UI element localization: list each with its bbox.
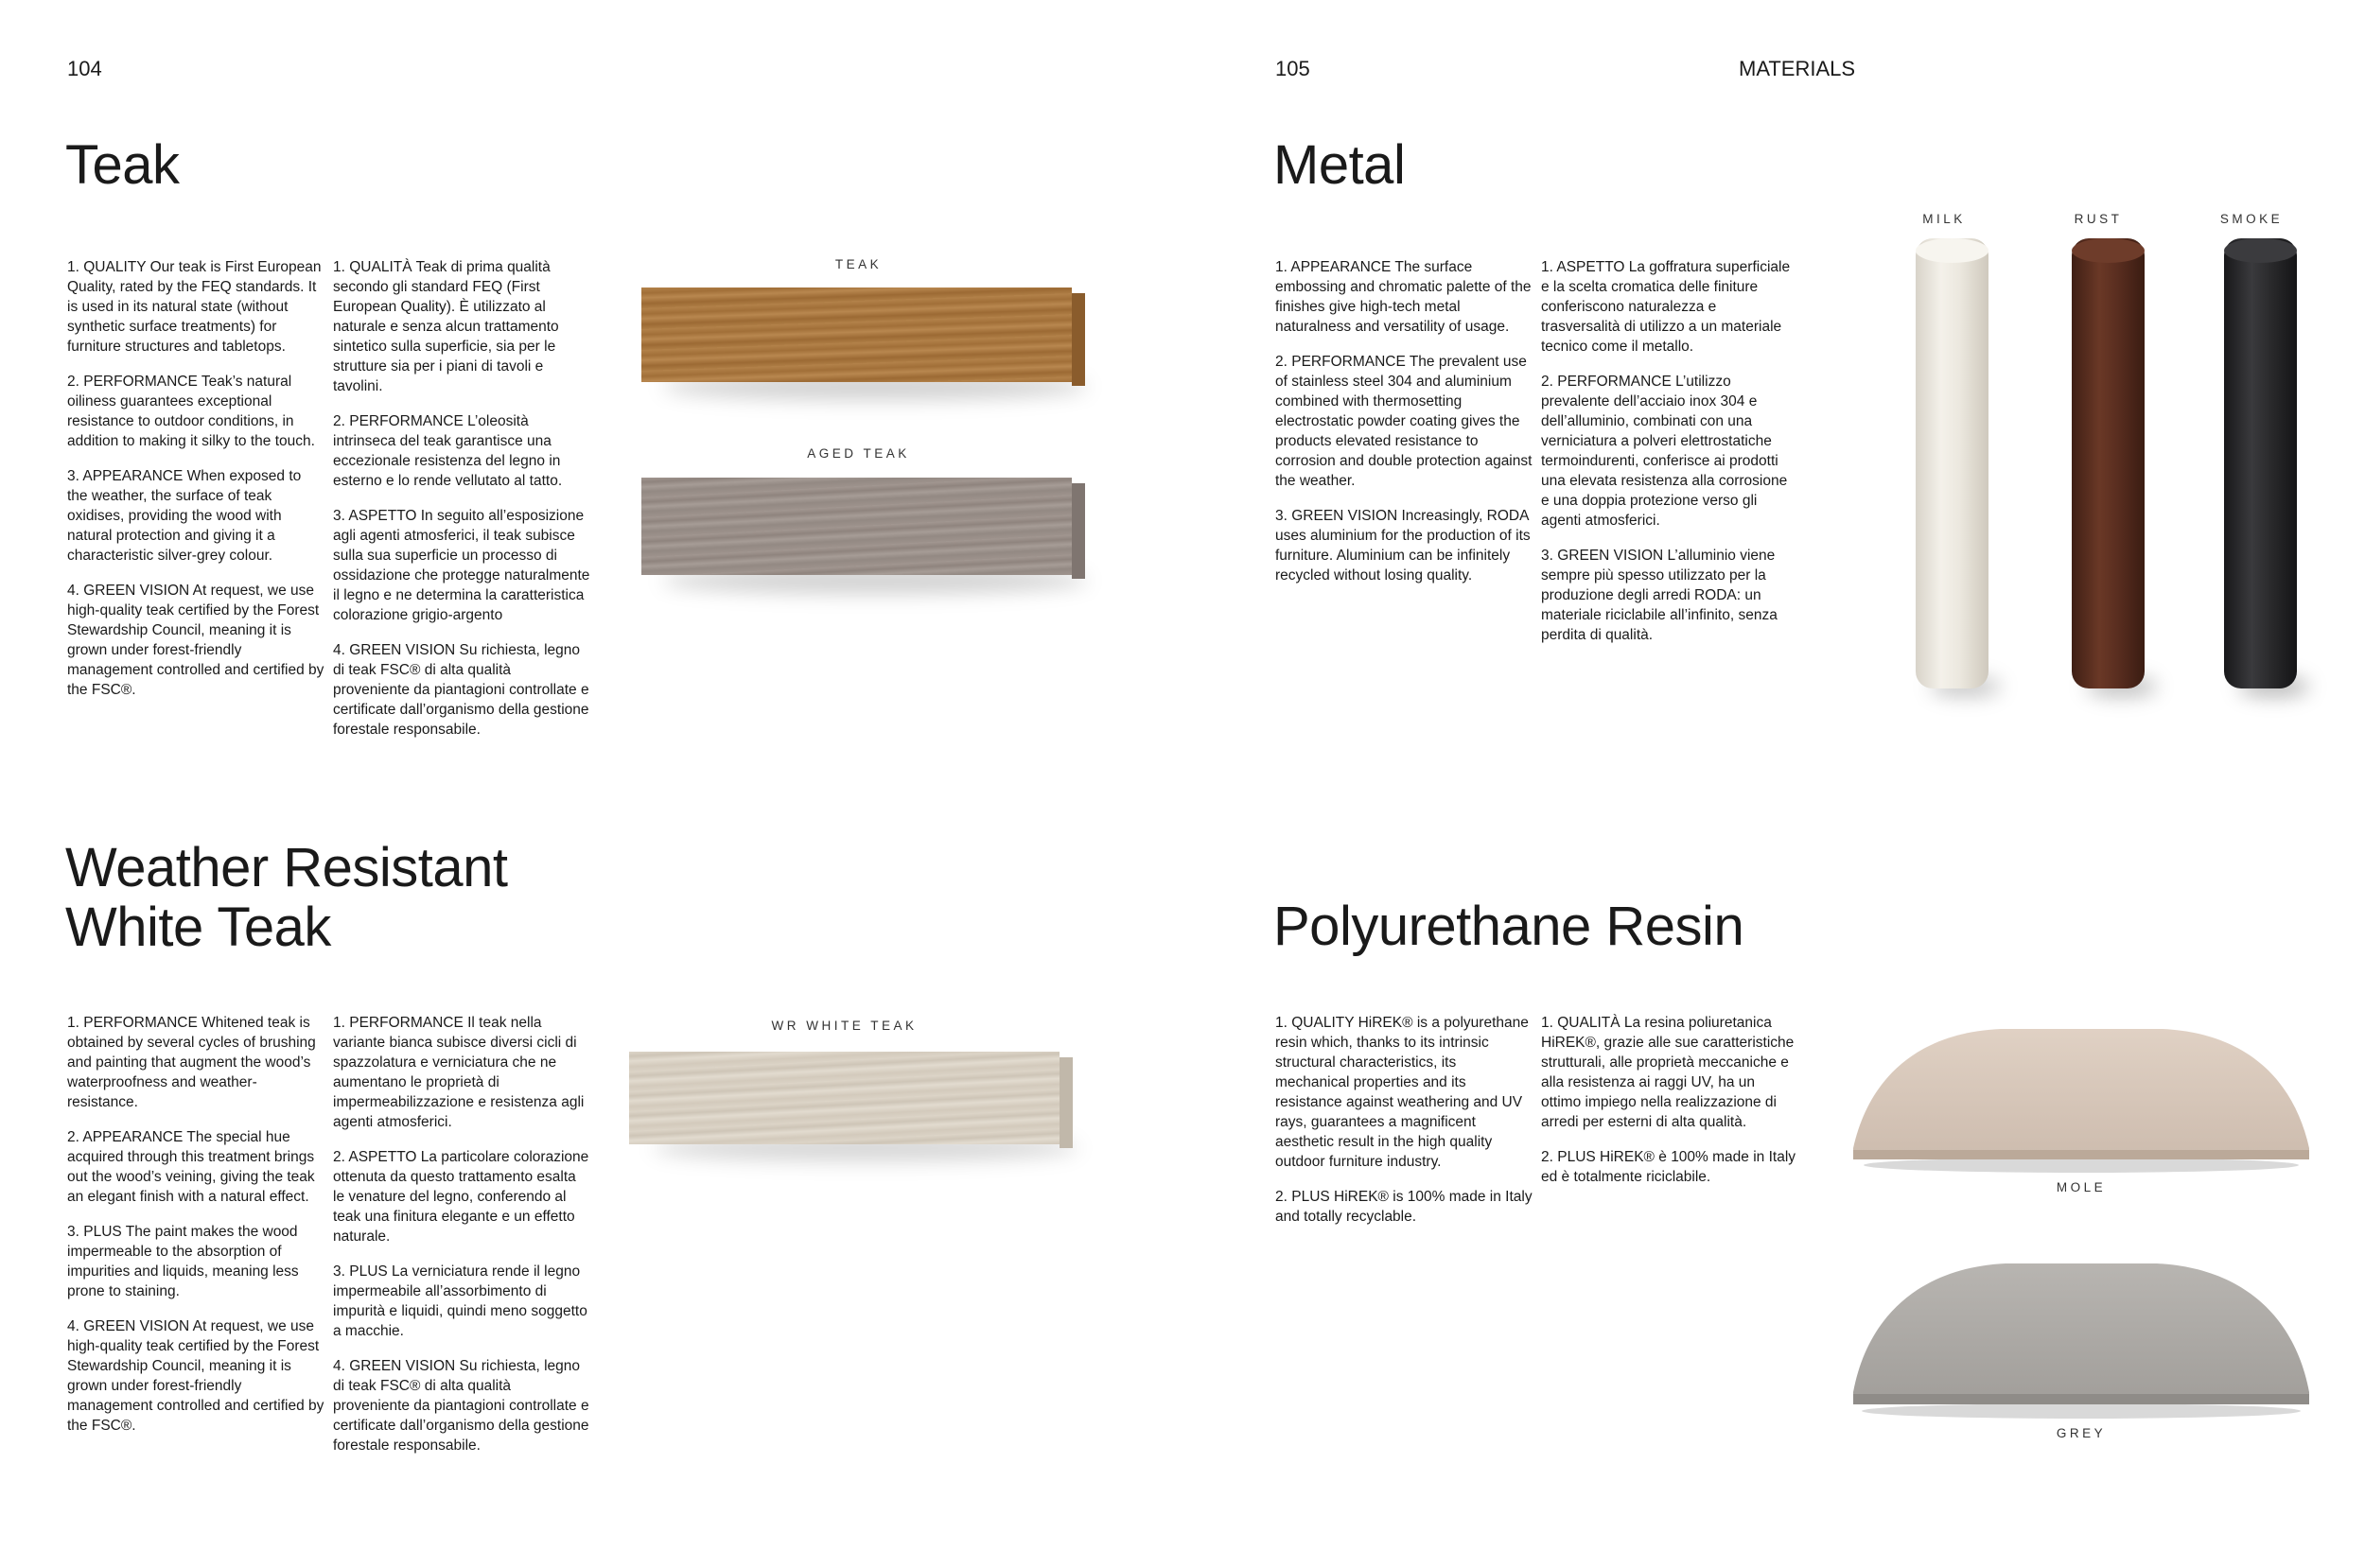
paragraph: 2. PERFORMANCE The prevalent use of stainless steel 304 and aluminium combined with thermosetting electrostatic powder coating gives the products elevated resistance to corrosion and double protection against the weather. [1275,354,1533,489]
paragraph: 2. PLUS HiREK® è 100% made in Italy ed è totalmente riciclabile. [1541,1149,1796,1185]
swatch-teak [641,287,1072,382]
paragraph: 2. PERFORMANCE L’utilizzo prevalente dell’acciaio inox 304 e dell’alluminio, combinati con una verniciatura a polveri elettrostatiche termoindurenti, conferisce ai prodotti una elevata resistenza alla corrosione e una doppia protezione verso gli agenti atmosferici. [1541,374,1788,529]
resin-italian-text [1541,1013,1798,1202]
swatch-label-rust: RUST [2074,212,2123,226]
section-header: MATERIALS [1739,57,1856,80]
section-title-teak: Teak [65,134,180,196]
paragraph: 1. QUALITY HiREK® is a polyurethane resin which, thanks to its intrinsic structural characteristics, its mechanical properties and its resistance against weathering and UV rays, guarantees a magnificent aesthetic result in the high quality outdoor furniture industry. [1275,1015,1529,1170]
metal-italian-text [1541,257,1798,660]
paragraph: 1. QUALITÀ La resina poliuretanica HiREK®, grazie alle sue caratteristiche strutturali, alle proprietà meccaniche e alla resistenza ai raggi UV, ha un ottimo impiego nella realizzazione di arredi per esterni di alta qualità. [1541,1015,1795,1130]
teak-english-text [67,257,324,715]
swatch-label-aged-teak: AGED TEAK [807,446,910,461]
swatch-grey [1849,1260,2313,1416]
paragraph: 2. ASPETTO La particolare colorazione ottenuta da questo trattamento esalta le venature del legno, conferendo al teak una finitura elegante e un effetto naturale. [333,1149,589,1245]
swatch-label-smoke: SMOKE [2219,212,2284,226]
wr-white-teak-italian-text [333,1013,590,1471]
swatch-label-wr-white-teak: WR WHITE TEAK [771,1019,918,1033]
paragraph: 2. PERFORMANCE L’oleosità intrinseca del teak garantisce una eccezionale resistenza del legno in esterno e lo rende vellutato al tatto. [333,413,563,489]
paragraph: 2. PERFORMANCE Teak’s natural oiliness guarantees exceptional resistance to outdoor conditions, in addition to making it silky to the touch. [67,374,315,449]
title-line: Weather Resistant [65,837,508,898]
swatch-milk [1916,238,1988,688]
swatch-wr-white-teak [629,1052,1060,1144]
paragraph: 1. ASPETTO La goffratura superficiale e la scelta cromatica delle finiture conferiscono naturalezza e trasversalità di utilizzo a un materiale tecnico come il metallo. [1541,259,1791,355]
swatch-aged-teak [641,478,1072,575]
paragraph: 4. GREEN VISION Su richiesta, legno di teak FSC® di alta qualità proveniente da piantagioni controllate e certificate dall’organismo della gestione forestale responsabile. [333,1358,589,1454]
swatch-label-milk: MILK [1922,212,1966,226]
paragraph: 1. PERFORMANCE Il teak nella variante bianca subisce diversi cicli di spazzolatura e verniciatura che ne aumentano le proprietà di impermeabilizzazione e resistenza agli agenti atmosferici. [333,1015,585,1130]
section-title-polyurethane-resin: Polyurethane Resin [1273,896,1744,957]
swatch-smoke [2224,238,2297,688]
wr-white-teak-english-text [67,1013,324,1451]
paragraph: 4. GREEN VISION Su richiesta, legno di teak FSC® di alta qualità proveniente da piantagioni controllate e certificate dall’organismo della gestione forestale responsabile. [333,642,589,738]
paragraph: 3. GREEN VISION L’alluminio viene sempre più spesso utilizzato per la produzione degli arredi RODA: un materiale riciclabile all’infinito, senza perdita di qualità. [1541,548,1778,643]
section-title-wr-white-teak [65,838,508,957]
swatch-label-mole: MOLE [2056,1180,2107,1194]
paragraph: 3. PLUS The paint makes the wood impermeable to the absorption of impurities and liquids, meaning less prone to staining. [67,1224,299,1299]
swatch-mole [1849,1023,2313,1170]
teak-italian-text [333,257,590,755]
paragraph: 3. ASPETTO In seguito all’esposizione agli agenti atmosferici, il teak subisce sulla sua superficie un processo di ossidazione che protegge naturalmente il legno e ne determina la caratteristica colorazione grigio-argento [333,508,590,623]
swatch-rust [2072,238,2145,688]
paragraph: 2. APPEARANCE The special hue acquired through this treatment brings out the wood’s veining, giving the teak an elegant finish with a natural effect. [67,1129,315,1205]
paragraph: 4. GREEN VISION At request, we use high-quality teak certified by the Forest Stewardship Council, meaning it is grown under forest-friendly management controlled and certified by the FSC®. [67,583,324,698]
section-title-metal: Metal [1273,134,1406,196]
page-number-left: 104 [67,57,102,80]
paragraph: 3. PLUS La verniciatura rende il legno impermeabile all’assorbimento di impurità e liquidi, quindi meno soggetto a macchie. [333,1263,587,1339]
paragraph: 1. PERFORMANCE Whitened teak is obtained by several cycles of brushing and painting that augment the wood’s waterproofness and weather-resistance. [67,1015,316,1110]
swatch-label-teak: TEAK [834,257,883,271]
paragraph: 3. APPEARANCE When exposed to the weather, the surface of teak oxidises, providing the wood with natural protection and giving it a characteristic silver-grey colour. [67,468,302,564]
paragraph: 3. GREEN VISION Increasingly, RODA uses aluminium for the production of its furniture. Aluminium can be infinitely recycled without losing quality. [1275,508,1531,584]
paragraph: 1. QUALITÀ Teak di prima qualità secondo gli standard FEQ (First European Quality). È utilizzato al naturale e senza alcun trattamento sintetico sulla superficie, sia per le strutture sia per i piani di tavoli e tavolini. [333,259,559,394]
swatch-label-grey: GREY [2056,1426,2107,1440]
page-number-right: 105 [1275,57,1310,80]
resin-english-text [1275,1013,1533,1242]
paragraph: 1. APPEARANCE The surface embossing and chromatic palette of the finishes give high-tech metal naturalness and versatility of usage. [1275,259,1532,335]
paragraph: 1. QUALITY Our teak is First European Quality, rated by the FEQ standards. It is used in its natural state (without synthetic surface treatments) for furniture structures and tabletops. [67,259,322,355]
metal-english-text [1275,257,1533,601]
paragraph: 4. GREEN VISION At request, we use high-quality teak certified by the Forest Stewardship Council, meaning it is grown under forest-friendly management controlled and certified by the FSC®. [67,1318,324,1434]
title-line: White Teak [65,897,331,958]
paragraph: 2. PLUS HiREK® is 100% made in Italy and totally recyclable. [1275,1189,1533,1225]
